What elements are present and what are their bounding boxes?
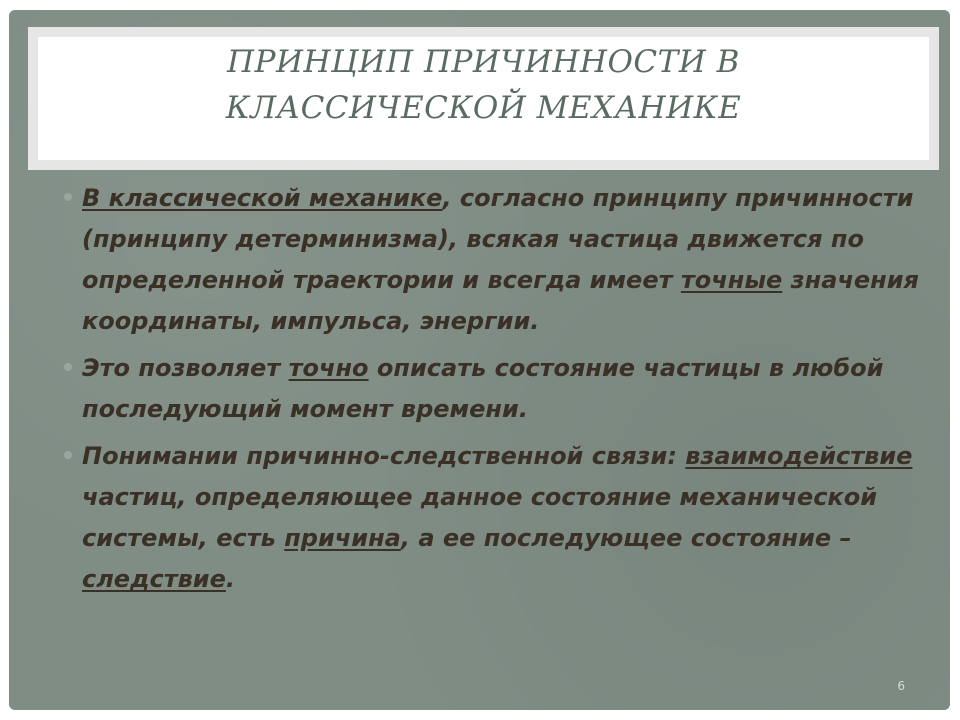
- slide-title-line-1: ПРИНЦИП ПРИЧИННОСТИ В: [227, 44, 740, 80]
- bullet-text: Это позволяет: [82, 354, 289, 382]
- underlined-text: В классической механике: [82, 184, 443, 212]
- underlined-text: точные: [680, 266, 783, 294]
- bullet-item: [64, 348, 924, 430]
- underlined-text: следствие: [82, 565, 226, 593]
- slide-title: [226, 37, 742, 131]
- slide: [9, 10, 950, 710]
- bullet-dot-icon: [64, 193, 72, 201]
- bullet-text: .: [225, 565, 236, 593]
- underlined-text: точно: [288, 354, 369, 382]
- bullet-item: [64, 436, 924, 600]
- bullet-text: значения координаты, импульса, энергии.: [82, 266, 919, 335]
- bullet-text: Понимании причинно-следственной связи:: [82, 442, 686, 470]
- bullet-list: [64, 178, 924, 606]
- bullet-item: [64, 178, 924, 342]
- bullet-text: , согласно принципу причинности (принципу детерминизма), всякая частица движется по определенной траектории и всегда имеет: [82, 184, 914, 294]
- bullet-text: , а ее последующее состояние –: [400, 524, 852, 552]
- bullet-text: описать состояние частицы в любой последующий момент времени.: [82, 354, 884, 423]
- title-box: [38, 37, 929, 160]
- underlined-text: взаимодействие: [685, 442, 913, 470]
- bullet-text: частиц, определяющее данное состояние механической системы, есть: [82, 483, 878, 552]
- slide-title-line-2: КЛАССИЧЕСКОЙ МЕХАНИКЕ: [225, 90, 742, 126]
- bullet-dot-icon: [64, 451, 72, 459]
- underlined-text: причина: [284, 524, 401, 552]
- page-number: 6: [897, 679, 905, 693]
- bullet-dot-icon: [64, 363, 72, 371]
- title-band: [28, 27, 939, 170]
